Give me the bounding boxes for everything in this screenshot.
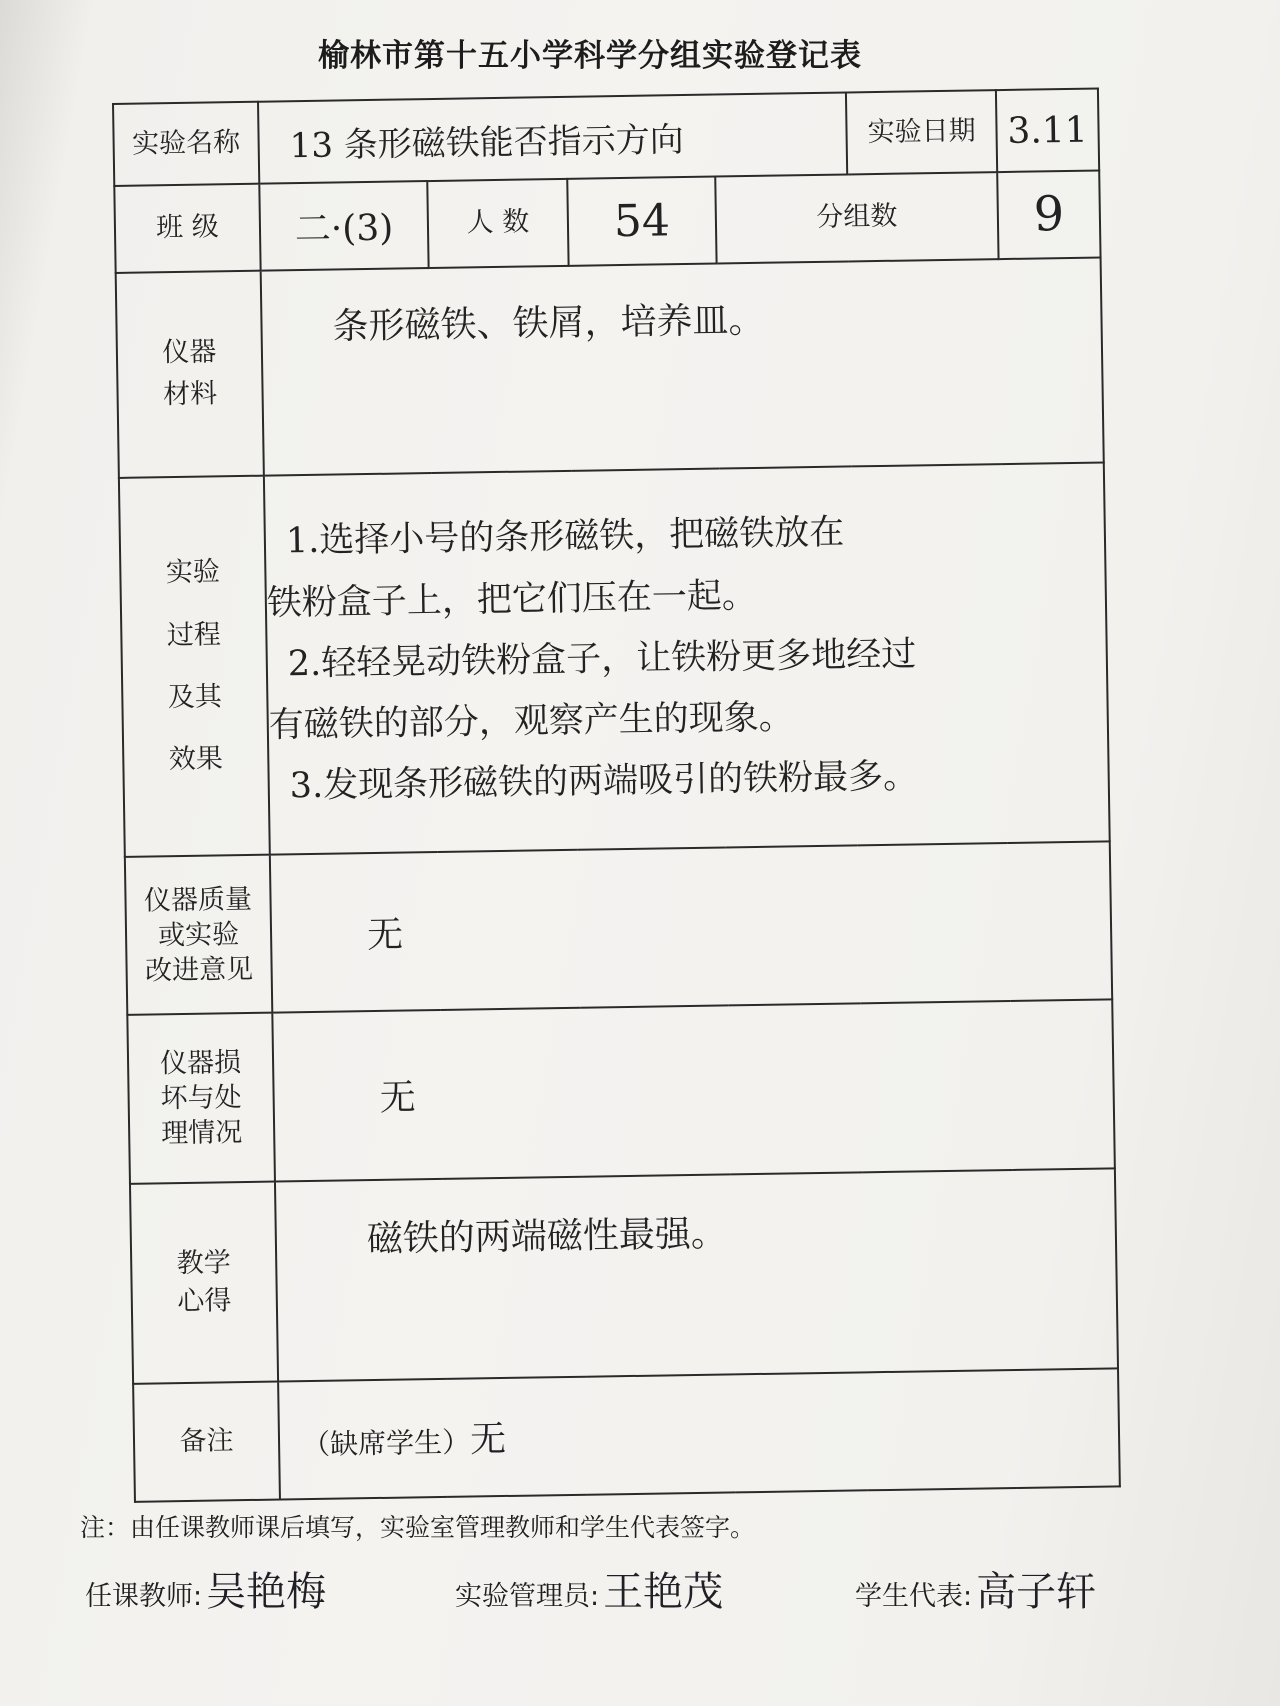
admin-label: 实验管理员: xyxy=(455,1581,600,1612)
process-label-line3: 及其 xyxy=(167,680,223,713)
teaching-label-line2: 心得 xyxy=(177,1285,232,1317)
row-process xyxy=(119,462,1110,857)
experiment-date-label: 实验日期 xyxy=(846,90,997,175)
quality-label-line3: 改进意见 xyxy=(144,953,254,987)
teacher-label: 任课教师: xyxy=(85,1581,203,1612)
quality-label xyxy=(125,855,272,1015)
instruments-value: 条形磁铁、铁屑，培养皿。 xyxy=(261,257,1104,476)
damage-value: 无 xyxy=(272,1000,1115,1182)
group-count-label: 分组数 xyxy=(715,172,998,263)
instruments-label-line1: 仪器 xyxy=(162,336,217,369)
quality-label-line2: 或实验 xyxy=(157,918,240,952)
process-line-4: 有磁铁的部分，观察产生的现象。 xyxy=(268,697,795,746)
class-value: 二·(3) xyxy=(259,181,428,270)
row-experiment-name xyxy=(113,89,1099,187)
admin-signature xyxy=(455,1560,723,1617)
experiment-name-value: 13 条形磁铁能否指示方向 xyxy=(258,92,847,183)
experiment-date-value: 3.11 xyxy=(996,89,1099,173)
experiment-name-label: 实验名称 xyxy=(113,102,259,186)
row-remarks xyxy=(133,1368,1120,1502)
student-signature xyxy=(855,1560,1096,1617)
process-label xyxy=(119,476,270,857)
absent-students-value: 无 xyxy=(469,1419,507,1462)
group-count-value: 9 xyxy=(997,171,1100,259)
student-label: 学生代表: xyxy=(855,1581,973,1612)
student-name: 高子轩 xyxy=(976,1569,1097,1615)
damage-label-line3: 理情况 xyxy=(160,1117,243,1150)
registration-table xyxy=(112,87,1121,1502)
process-label-line4: 效果 xyxy=(168,743,224,775)
row-instruments xyxy=(116,257,1104,478)
process-label-line1: 实验 xyxy=(165,556,221,589)
remarks-value xyxy=(278,1368,1120,1499)
teaching-value: 磁铁的两端磁性最强。 xyxy=(275,1168,1118,1381)
admin-name: 王艳茂 xyxy=(603,1569,724,1615)
damage-label xyxy=(127,1013,275,1184)
quality-label-line1: 仪器质量 xyxy=(143,883,253,917)
teaching-label xyxy=(130,1181,278,1383)
form-title: 榆林市第十五小学科学分组实验登记表 xyxy=(318,38,862,74)
row-quality xyxy=(125,842,1112,1015)
process-label-line2: 过程 xyxy=(166,618,222,651)
process-value xyxy=(264,462,1110,854)
process-line-3: 2.轻轻晃动铁粉盒子，让铁粉更多地经过 xyxy=(287,634,917,685)
class-label: 班 级 xyxy=(114,184,260,273)
row-teaching xyxy=(130,1168,1118,1384)
footer-note: 注：由任课教师课后填写，实验室管理教师和学生代表签字。 xyxy=(80,1513,756,1542)
damage-label-line2: 坏与处 xyxy=(160,1082,242,1115)
teacher-name: 吴艳梅 xyxy=(206,1569,327,1615)
instruments-label-line2: 材料 xyxy=(162,378,218,411)
people-count-label: 人 数 xyxy=(427,179,568,268)
teaching-label-line1: 教学 xyxy=(176,1247,231,1280)
process-line-2: 铁粉盒子上，把它们压在一起。 xyxy=(266,575,758,624)
remarks-label: 备注 xyxy=(133,1381,280,1501)
row-class xyxy=(114,171,1100,273)
row-damage xyxy=(127,1000,1115,1184)
people-count-value: 54 xyxy=(567,177,716,266)
process-line-1: 1.选择小号的条形磁铁，把磁铁放在 xyxy=(285,513,845,562)
instruments-label xyxy=(116,270,264,478)
damage-label-line1: 仪器损 xyxy=(159,1046,242,1080)
absent-students-label: （缺席学生） xyxy=(301,1426,471,1462)
process-line-5: 3.发现条形磁铁的两端吸引的铁粉最多。 xyxy=(289,756,919,807)
teacher-signature xyxy=(85,1560,326,1617)
quality-value: 无 xyxy=(270,842,1112,1013)
